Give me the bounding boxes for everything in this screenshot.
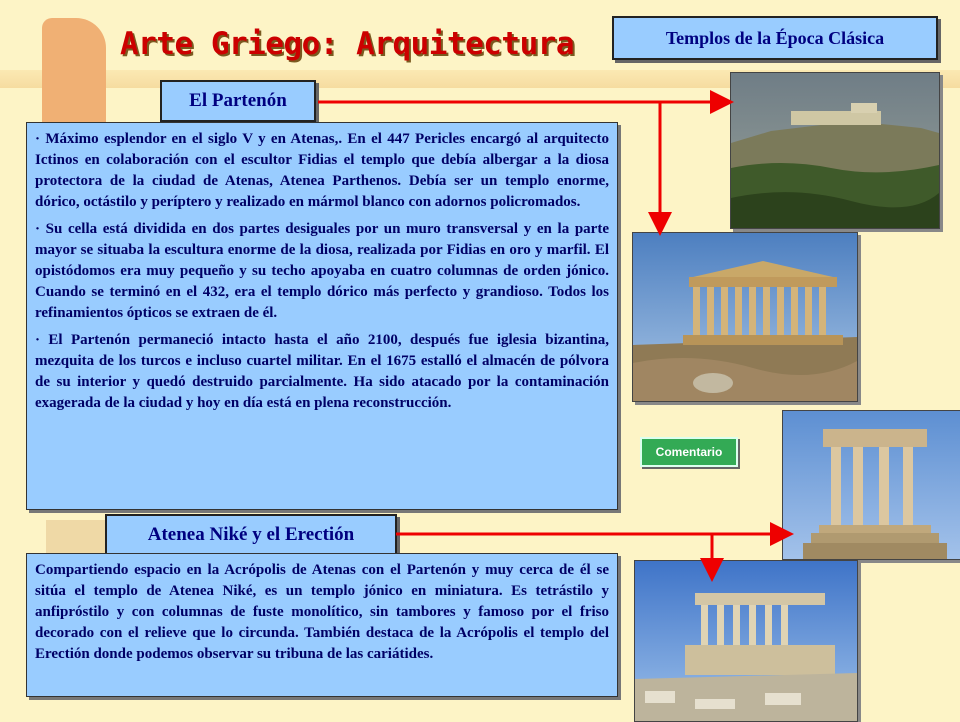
nike-text-box bbox=[26, 553, 618, 697]
erechtheion-photo bbox=[634, 560, 858, 722]
parthenon-paragraph-1: · Máximo esplendor en el siglo V y en Atenas,. En el 447 Pericles encargó al arquitecto Ictinos en colaboración con el escultor Fidias el templo que debía albergar a la diosa protectora de la ciudad de Atenas, Atenea Parthenos. Debía ser un templo enorme, dórico, octástilo y períptero y realizado en mármol blanco con adornos policromados. bbox=[35, 131, 609, 210]
parthenon-photo bbox=[632, 232, 858, 402]
athena-nike-photo bbox=[782, 410, 960, 560]
parthenon-paragraph-2: · Su cella está dividida en dos partes desiguales por un muro transversal y en la parte mayor se situaba la escultura enorme de la diosa, realizada por Fidias en oro y marfil. El opistódomos era muy pequeño y su techo apoyaba en cuatro columnas de orden jónico. Cuando se terminó en el 432, era el templo dórico más perfecto y grandioso. Todos los refinamientos ópticos se extraen de él. bbox=[35, 221, 609, 321]
parthenon-paragraph-3: · El Partenón permaneció intacto hasta el año 2100, después fue iglesia bizantina, mezquita de los turcos e incluso cuartel militar. En el 1675 estalló el almacén de pólvora de su interior y quedó destruido parcialmente. Ha sido atacado por la contaminación exagerada de la ciudad y hoy en día está en plena reconstrucción. bbox=[35, 332, 609, 411]
nike-paragraph: Compartiendo espacio en la Acrópolis de Atenas con el Partenón y muy cerca de él se sitúa el templo de Atenea Niké, es un templo jónico en miniatura. Es tetrástilo y anfipróstilo y con columnas de fuste monolítico, sin tambores y famoso por el friso decorado con el relieve que lo circunda. También destaca de la Acrópolis el templo del Erectión donde podemos observar su tribuna de las cariátides. bbox=[35, 562, 609, 662]
section-badge: Templos de la Época Clásica bbox=[612, 16, 938, 60]
parthenon-text-box bbox=[26, 122, 618, 510]
acropolis-photo bbox=[730, 72, 940, 229]
comment-button[interactable]: Comentario bbox=[640, 437, 738, 467]
page-title: Arte Griego: Arquitectura bbox=[120, 26, 575, 62]
nike-erechtheion-label: Atenea Niké y el Erectión bbox=[105, 514, 397, 556]
parthenon-label: El Partenón bbox=[160, 80, 316, 122]
